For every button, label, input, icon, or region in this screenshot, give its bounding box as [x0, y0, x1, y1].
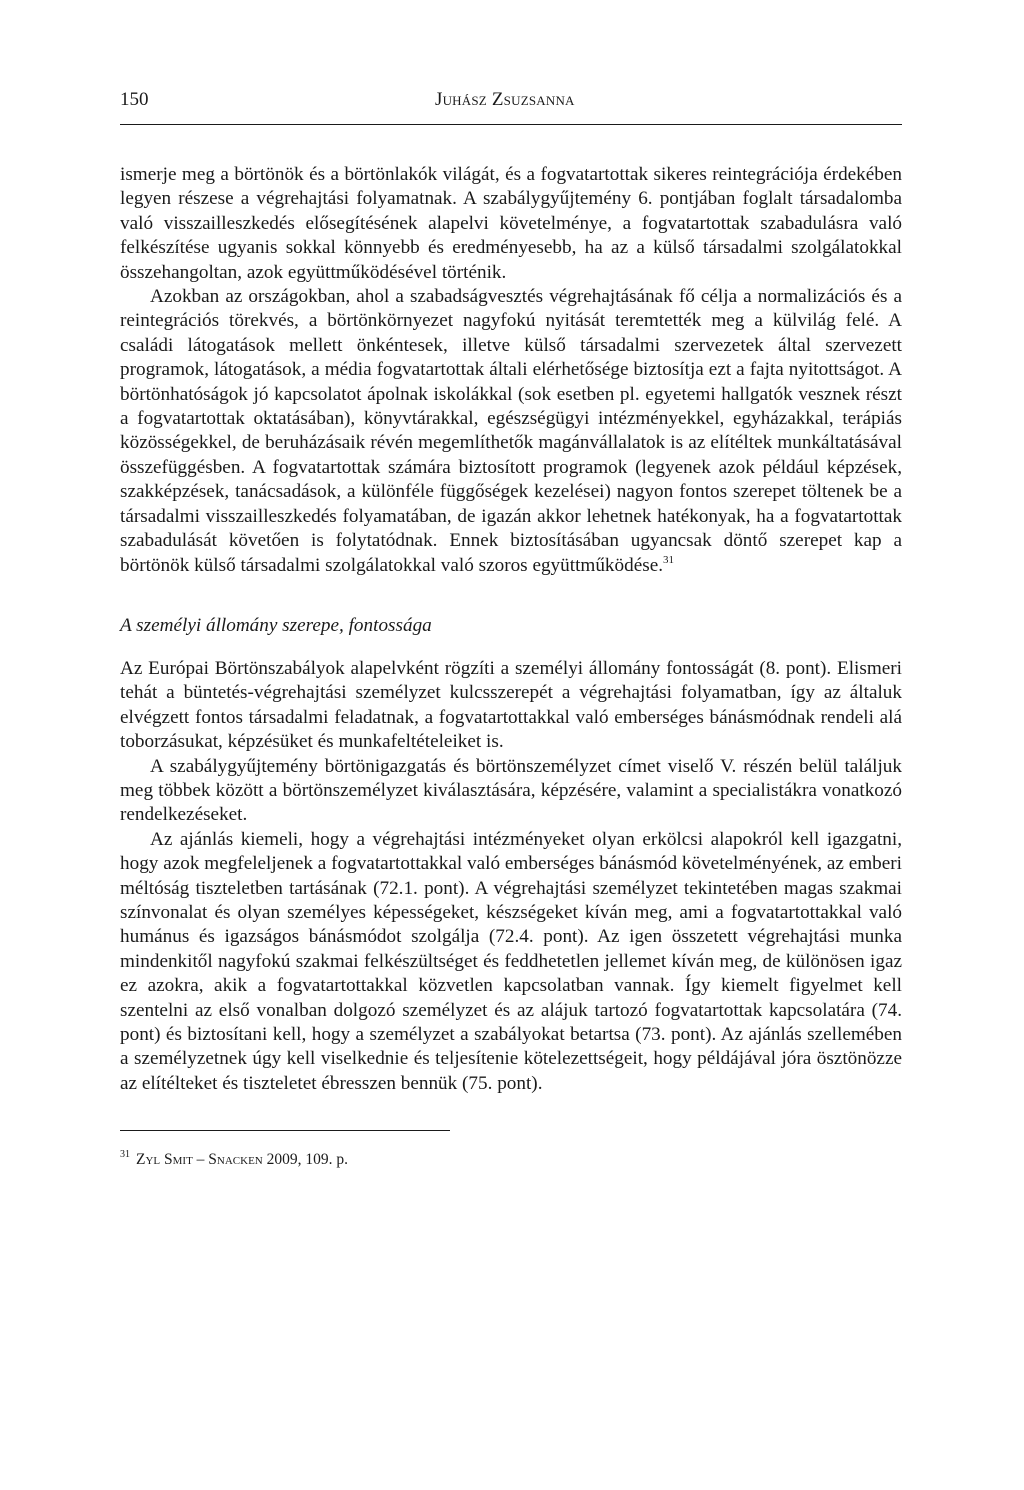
paragraph: Az Európai Börtönszabályok alapelvként rögzíti a személyi állomány fontosságát (8. pont). Elismeri tehát a büntetés-végrehajtási személyzet kulcsszerepét a végrehajtási folyamatban, így az általuk elvégzett fontos társadalmi feladatnak, a fogvatartottakkal való emberséges bánásmódnak rendeli alá toborzásukat, képzésüket és munkafeltételeiket is.: [120, 657, 902, 753]
paragraph: A szabálygyűjtemény börtönigazgatás és börtönszemélyzet címet viselő V. részén belül találjuk meg többek között a börtönszemélyzet kiválasztására, képzésére, valamint a specialistákra vonatkozó rendelkezéseket.: [120, 755, 902, 826]
paragraph: Az ajánlás kiemeli, hogy a végrehajtási intézményeket olyan erkölcsi alapokról kell igazgatni, hogy azok megfeleljenek a fogvatartottakkal való emberséges bánásmód követelményének, az emberi méltóság tiszteletben tartásának (72.1. pont). A végrehajtási személyzet tekintetében magas szakmai színvonalat és olyan személyes képességeket, készségeket kíván meg, ami a fogvatartottakkal való humánus és igazságos bánásmódot szolgálja (72.4. pont). Az igen összetett végrehajtási munka mindenkitől nagyfokú szakmai felkészültséget és feddhetetlen jellemet kíván meg, de különösen igaz ez azokra, akik a fogvatartottakkal közvetlen kapcsolatban vannak. Így kiemelt figyelmet kell szentelni az első vonalban dolgozó személyzet és az alájuk tartozó fogvatartottak kapcsolatára (74. pont) és biztosítani kell, hogy a személyzet a szabályokat betartsa (73. pont). Az ajánlás szellemében a személyzetnek úgy kell viselkednie és teljesítenie kötelezettségeit, hogy példájával jóra ösztönözze az elítélteket és tiszteletet ébresszen bennük (75. pont).: [120, 828, 902, 1094]
paragraph: [120, 285, 902, 578]
section-heading: A személyi állomány szerepe, fontossága: [120, 614, 432, 636]
book-page: [120, 88, 902, 1170]
running-head: [120, 88, 902, 118]
footnote-citation: 2009, 109. p.: [262, 1151, 348, 1169]
paragraph-text: Azokban az országokban, ahol a szabadságvesztés végrehajtásának fő célja a normalizációs és a reintegrációs törekvés, a börtönkörnyezet nagyfokú nyitását teremtették meg a külvilág felé. A családi látogatások mellett önkéntesek, illetve külső társadalmi szervezetek által szervezett programok, látogatások, a média fogvatartottak általi elérhetősége biztosítja ezt a fajta nyitottságot. A börtönhatóságok jó kapcsolatot ápolnak iskolákkal (sok esetben pl. egyetemi hallgatók vesznek részt a fogvatartottak oktatásában), könyvtárakkal, egészségügyi intézményekkel, egyházakkal, terápiás közösségekkel, de beruházásaik révén megemlíthetők magánvállalatok is az elítéltek munkáltatásával összefüggésben. A fogvatartottak számára biztosított programok (legyenek azok például képzések, szakképzések, tanácsadások, a különféle függőségek kezelései) nagyon fontos szerepet töltenek be a társadalmi visszailleszkedés folyamatában, de igazán akkor lehetnek hatékonyak, ha a fogvatartottak szabadulását követően is folytatódnak. Ennek biztosításában ugyancsak döntő szerepet kap a börtönök külső társadalmi szolgálatokkal való szoros együttműködése.: [120, 286, 902, 576]
header-rule: [120, 124, 902, 125]
footnote-rule: [120, 1130, 450, 1131]
footnote-reference: 31: [663, 553, 675, 566]
footnote-author: Zyl Smit – Snacken: [136, 1151, 263, 1169]
footnote-number: 31: [120, 1149, 130, 1161]
running-title: Juhász Zsuzsanna: [435, 89, 575, 110]
body-text: [120, 163, 902, 1096]
page-number: 150: [120, 89, 149, 110]
footnote: [120, 1145, 902, 1170]
paragraph: ismerje meg a börtönök és a börtönlakók világát, és a fogvatartottak sikeres reintegrációja érdekében legyen részese a végrehajtási folyamatnak. A szabálygyűjtemény 6. pontjában foglalt társadalomba való visszailleszkedés elősegítésének alapelvi követelménye, a fogvatartottak szabadulásra való felkészítése ugyanis sokkal könnyebb és eredményesebb, ha az a külső társadalmi szolgálatokkal összehangoltan, azok együttműködésével történik.: [120, 164, 902, 283]
